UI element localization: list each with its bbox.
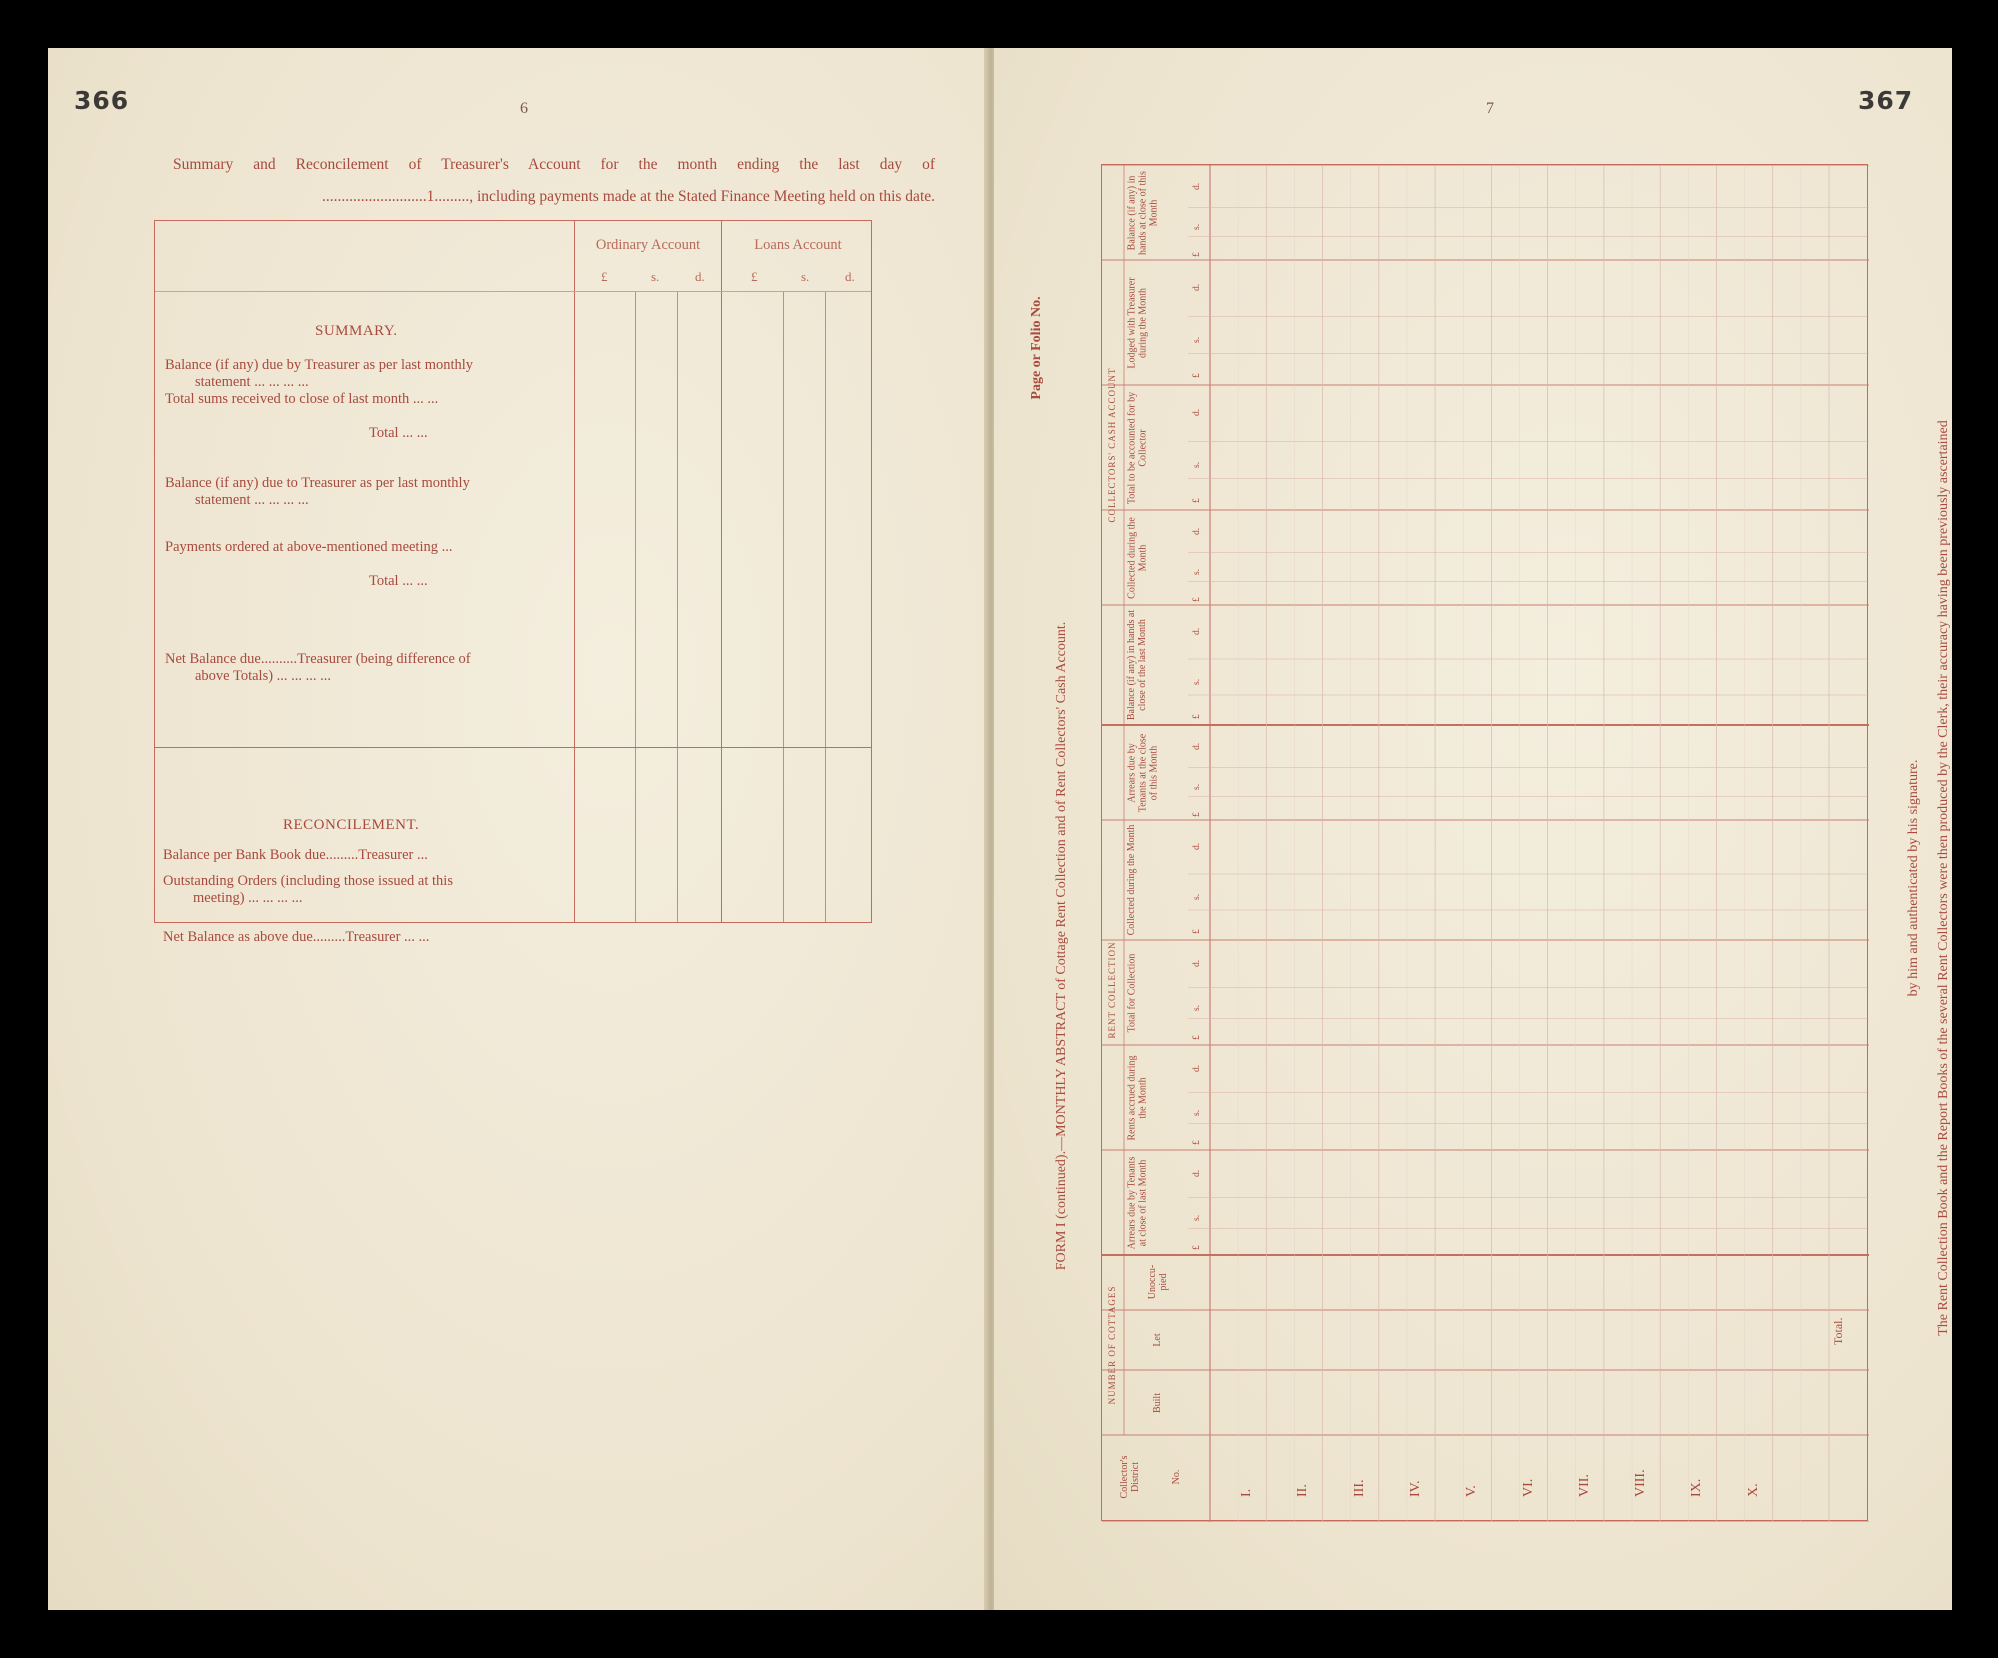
statement-heading-line1: Summary and Reconcilement of Treasurer's Account for the month ending the last day of — [173, 156, 935, 173]
district-numeral: V. — [1464, 1485, 1480, 1497]
reconcilement-title: RECONCILEMENT. — [283, 817, 420, 833]
row-text: statement ... ... ... ... — [195, 374, 309, 390]
district-numeral: IX. — [1689, 1478, 1705, 1497]
district-numeral: III. — [1351, 1479, 1367, 1497]
group-header-number-of-cottages: NUMBER OF COTTAGES — [1107, 1285, 1117, 1405]
column-header-let: Let — [1152, 1333, 1163, 1347]
lsd-unit-label: s. — [1192, 1214, 1202, 1221]
lsd-unit-label: £ — [1192, 811, 1202, 817]
district-numeral: II. — [1295, 1484, 1311, 1497]
row-text: meeting) ... ... ... ... — [193, 890, 303, 906]
lsd-unit-label: s. — [1192, 568, 1202, 575]
column-header-collected-cash: Collected during the Month — [1126, 516, 1148, 599]
folio-number: 6 — [520, 100, 528, 117]
unit-pounds: £ — [751, 269, 758, 284]
row-bank-book: Balance per Bank Book due.........Treasurer ... — [163, 847, 428, 863]
table-rule — [574, 221, 575, 922]
row-text: Outstanding Orders (including those issued at this — [163, 873, 453, 889]
district-numeral: VI. — [1520, 1478, 1536, 1497]
column-header-collectors-district: Collector's District — [1119, 1455, 1141, 1499]
lsd-unit-label: d. — [1192, 627, 1202, 635]
lsd-unit-label: £ — [1192, 1245, 1202, 1251]
lsd-unit-label: £ — [1192, 1140, 1202, 1146]
summary-title: SUMMARY. — [315, 323, 398, 339]
group-header-rent-collection: RENT COLLECTION — [1107, 941, 1117, 1039]
lsd-unit-label: £ — [1192, 713, 1202, 719]
footnote-line2: by him and authenticated by his signature. — [1906, 759, 1921, 997]
lsd-unit-label: d. — [1192, 527, 1202, 536]
row-total: Total ... ... — [369, 573, 428, 589]
district-numeral: X. — [1745, 1483, 1761, 1497]
table-rule — [635, 291, 636, 922]
lsd-unit-label: s. — [1192, 678, 1202, 685]
table-rule — [721, 221, 722, 922]
monthly-abstract-table — [1101, 164, 1868, 1521]
lsd-unit-label: d. — [1192, 1064, 1202, 1072]
row-text: statement ... ... ... ... — [195, 492, 309, 508]
lsd-unit-label: £ — [1192, 596, 1202, 602]
lsd-unit-label: s. — [1192, 461, 1202, 468]
row-text: above Totals) ... ... ... ... — [195, 668, 332, 684]
unit-pence: d. — [695, 269, 705, 284]
district-numeral: IV. — [1407, 1480, 1423, 1497]
lsd-unit-label: d. — [1192, 959, 1202, 967]
row-balance-due-by — [165, 357, 570, 391]
lsd-unit-label: s. — [1192, 336, 1202, 343]
row-text: Net Balance due..........Treasurer (being difference of — [165, 651, 471, 667]
lsd-unit-label: s. — [1192, 1004, 1202, 1011]
district-numeral: VIII. — [1633, 1469, 1649, 1497]
lsd-unit-label: s. — [1192, 783, 1202, 790]
page-or-folio-label: Page or Folio No. — [1029, 296, 1044, 400]
column-header-unoccupied: Unoccu-pied — [1147, 1264, 1169, 1300]
page-stamp-number: 367 — [1858, 86, 1914, 115]
unit-pounds: £ — [601, 269, 608, 284]
lsd-unit-label: £ — [1192, 928, 1202, 934]
lsd-unit-label: s. — [1192, 1109, 1202, 1116]
summary-reconcilement-table — [154, 220, 872, 945]
table-rule — [155, 747, 871, 748]
unit-shillings: s. — [801, 269, 810, 284]
lsd-unit-label: £ — [1192, 373, 1202, 378]
total-label: Total. — [1831, 1317, 1845, 1345]
lsd-unit-label: d. — [1192, 842, 1202, 850]
table-rule — [825, 291, 826, 922]
district-numeral: I. — [1239, 1488, 1255, 1497]
row-net-balance — [165, 651, 570, 685]
row-net-balance-above: Net Balance as above due.........Treasurer ... ... — [163, 929, 430, 945]
row-balance-due-to — [165, 475, 570, 509]
column-header-no: No. — [1171, 1469, 1182, 1485]
lsd-unit-label: £ — [1192, 498, 1202, 503]
statement-heading-line2: ...........................1........., including payments made at the Stated Finance Meeting held on this date. — [322, 188, 935, 205]
lsd-unit-label: d. — [1192, 1169, 1202, 1177]
column-header-collected-rent: Collected during the Month — [1126, 824, 1137, 936]
lsd-unit-label: d. — [1192, 182, 1202, 191]
lsd-unit-label: £ — [1192, 1035, 1202, 1041]
footnote-line1: The Rent Collection Book and the Report Books of the several Rent Collectors were then produced by the Clerk, their accuracy having been previously ascertained — [1936, 420, 1951, 1336]
row-total-sums: Total sums received to close of last month ... ... — [165, 391, 439, 407]
column-header-arrears-close-last-month: Arrears due by Tenants at close of last Month — [1126, 1156, 1148, 1249]
loans-account-header: Loans Account — [754, 237, 842, 253]
row-text: Balance (if any) due to Treasurer as per last monthly — [165, 475, 470, 491]
row-total: Total ... ... — [369, 425, 428, 441]
column-header-balance-last-month: Balance (if any) in hands at close of the last Month — [1126, 609, 1148, 721]
unit-shillings: s. — [651, 269, 660, 284]
ordinary-account-header: Ordinary Account — [595, 237, 701, 253]
row-text: Balance (if any) due by Treasurer as per last monthly — [165, 357, 474, 373]
lsd-unit-label: d. — [1192, 283, 1202, 291]
row-payments-ordered: Payments ordered at above-mentioned meeting ... — [165, 539, 453, 555]
right-page — [994, 48, 1952, 1610]
lsd-unit-label: s. — [1192, 893, 1202, 900]
column-header-total-to-be-accounted: Total to be accounted for by Collector — [1126, 391, 1148, 504]
table-rule — [677, 291, 678, 922]
folio-number: 7 — [1486, 100, 1494, 117]
unit-pence: d. — [845, 269, 855, 284]
left-page — [48, 48, 986, 1610]
row-outstanding-orders — [163, 873, 568, 907]
lsd-unit-label: s. — [1192, 223, 1202, 230]
column-header-total-for-collection: Total for Collection — [1126, 953, 1137, 1032]
district-numeral: VII. — [1576, 1474, 1592, 1497]
page-stamp-number: 366 — [74, 86, 130, 115]
lsd-unit-label: d. — [1192, 408, 1202, 416]
lsd-unit-label: d. — [1192, 742, 1202, 751]
column-header-built: Built — [1152, 1393, 1163, 1414]
form-title: FORM I (continued).—MONTHLY ABSTRACT of Cottage Rent Collection and of Rent Collectors' Cash Account. — [1054, 621, 1069, 1271]
group-header-cash-account: COLLECTORS' CASH ACCOUNT — [1107, 367, 1117, 523]
column-header-arrears-close-this-month: Arrears due by Tenants at the close of this Month — [1126, 733, 1159, 812]
table-rule — [155, 291, 871, 292]
column-header-balance-this-month: Balance (if any) in hands at close of this Month — [1126, 170, 1159, 255]
table-rule — [783, 291, 784, 922]
column-header-rents-accrued: Rents accrued during the Month — [1126, 1055, 1148, 1140]
abstract-grid — [1102, 165, 1869, 1522]
lsd-unit-label: £ — [1192, 251, 1202, 257]
column-header-lodged-with-treasurer: Lodged with Treasurer during the Month — [1126, 276, 1148, 369]
